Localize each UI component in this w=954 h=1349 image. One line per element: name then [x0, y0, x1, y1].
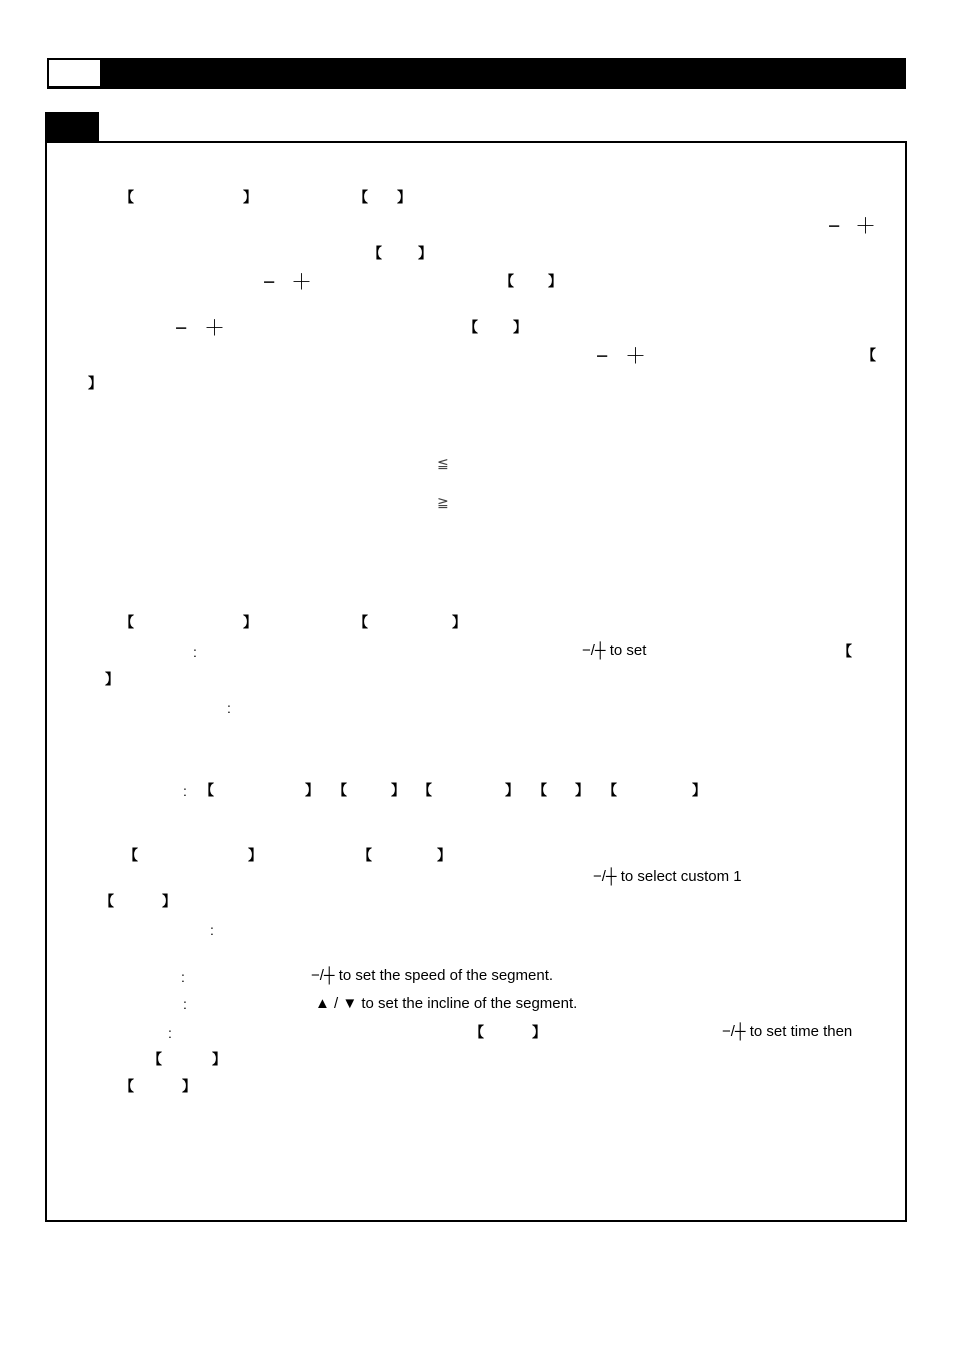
colon: :	[193, 644, 197, 660]
colon: :	[168, 1025, 172, 1041]
bracket-close: 】	[162, 893, 176, 909]
minus-icon: −	[175, 317, 188, 340]
bracket-close: 】	[452, 614, 466, 630]
minus-icon: −	[828, 215, 841, 238]
bracket-open: 【	[368, 245, 382, 261]
bracket-close: 】	[513, 319, 527, 335]
bracket-close: 】	[548, 273, 562, 289]
bracket-close: 】	[305, 782, 319, 798]
bracket-close: 】	[212, 1051, 226, 1067]
bracket-close: 】	[243, 614, 257, 630]
bracket-close: 】	[418, 245, 432, 261]
bracket-open: 【	[358, 847, 372, 863]
colon: :	[181, 969, 185, 985]
bracket-open: 【	[470, 1024, 484, 1040]
bracket-open: 【	[120, 189, 134, 205]
bracket-close: 】	[243, 189, 257, 205]
bracket-open: 【	[533, 782, 547, 798]
colon: :	[210, 922, 214, 938]
minus-icon: −	[263, 271, 276, 294]
bracket-close: 】	[397, 189, 411, 205]
plus-icon: ＋	[291, 271, 312, 294]
minus-icon: −	[596, 345, 609, 368]
plus-icon: ＋	[855, 215, 876, 238]
bracket-open: 【	[464, 319, 478, 335]
less-equal-symbol: ≦	[437, 455, 449, 471]
plus-icon: ＋	[625, 345, 646, 368]
speed-instruction: −/┼ to set the speed of the segment.	[311, 967, 554, 984]
bracket-open: 【	[603, 782, 617, 798]
bracket-open: 【	[120, 1078, 134, 1094]
bracket-open: 【	[124, 847, 138, 863]
bracket-close: 】	[505, 782, 519, 798]
bracket-open: 【	[354, 189, 368, 205]
bracket-close: 】	[575, 782, 589, 798]
incline-instruction: ▲ / ▼ to set the incline of the segment.	[315, 995, 578, 1012]
set-instruction: −/┼ to set	[582, 642, 647, 659]
colon: :	[183, 996, 187, 1012]
section-tab	[45, 112, 99, 142]
bracket-open: 【	[200, 782, 214, 798]
bracket-open: 【	[838, 643, 852, 659]
bracket-close: 】	[88, 375, 102, 391]
bracket-close: 】	[391, 782, 405, 798]
bracket-close: 】	[692, 782, 706, 798]
bracket-close: 】	[532, 1024, 546, 1040]
plus-icon: ＋	[204, 317, 225, 340]
bracket-open: 【	[418, 782, 432, 798]
content-frame	[45, 141, 907, 1222]
colon: :	[183, 783, 187, 799]
time-instruction: −/┼ to set time then	[722, 1023, 853, 1040]
bracket-open: 【	[333, 782, 347, 798]
select-custom-instruction: −/┼ to select custom 1	[593, 868, 742, 885]
bracket-close: 】	[105, 671, 119, 687]
page-number-box	[49, 60, 100, 86]
greater-equal-symbol: ≧	[437, 494, 449, 510]
bracket-open: 【	[120, 614, 134, 630]
bracket-close: 】	[437, 847, 451, 863]
bracket-open: 【	[148, 1051, 162, 1067]
bracket-close: 】	[248, 847, 262, 863]
bracket-open: 【	[354, 614, 368, 630]
bracket-close: 】	[182, 1078, 196, 1094]
colon: :	[227, 700, 231, 716]
bracket-open: 【	[500, 273, 514, 289]
header-bar	[47, 58, 906, 89]
bracket-open: 【	[862, 347, 876, 363]
bracket-open: 【	[100, 893, 114, 909]
